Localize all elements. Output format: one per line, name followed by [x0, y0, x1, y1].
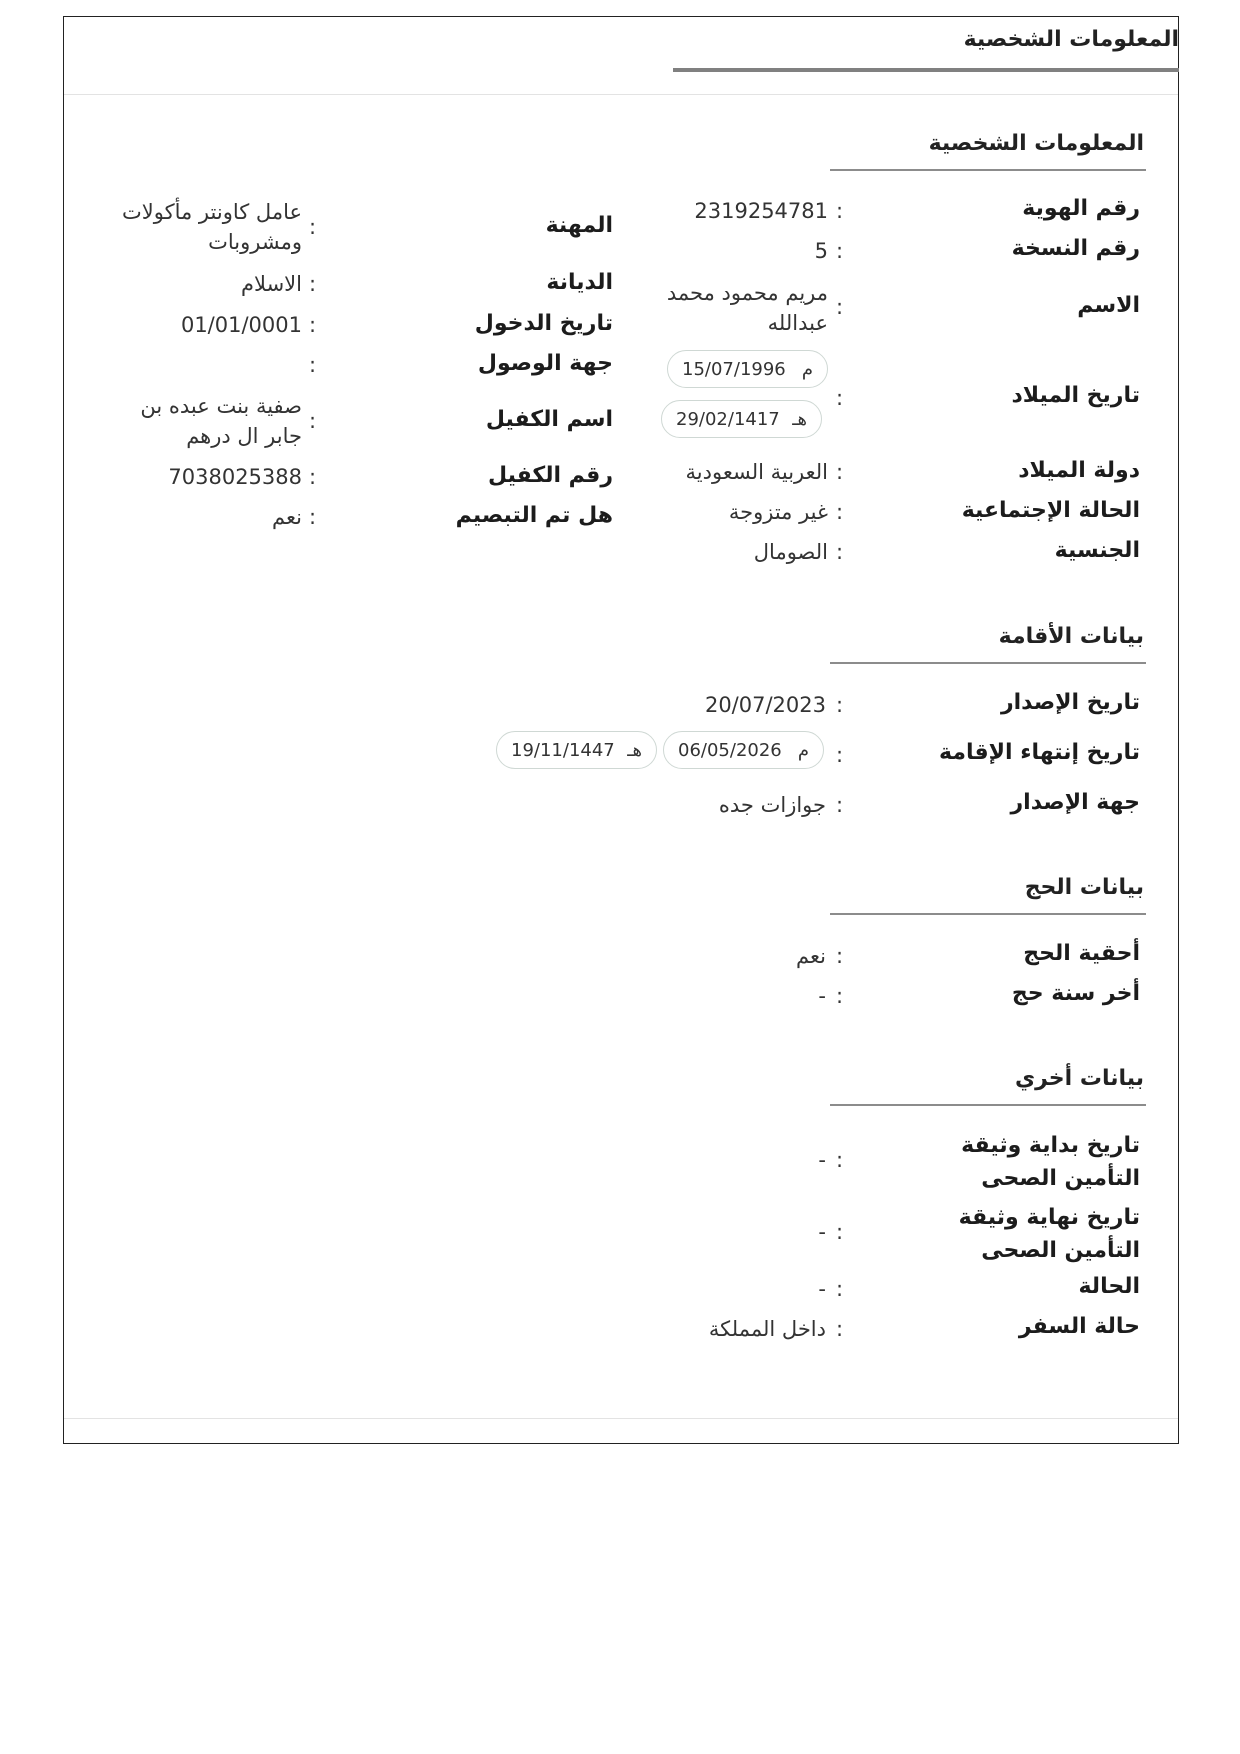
issue-date-label: تاريخ الإصدار	[1000, 690, 1140, 715]
sponsor-number-label: رقم الكفيل	[487, 463, 613, 488]
occupation-value: عامل كاونتر مأكولات ومشروبات	[122, 200, 302, 255]
fingerprint-label: هل تم التبصيم	[455, 503, 613, 528]
section-rule-other	[830, 1104, 1146, 1106]
birthdate-label: تاريخ الميلاد	[1011, 383, 1140, 408]
sponsor-number-colon: :	[309, 465, 317, 489]
section-rule-residency	[830, 662, 1146, 664]
religion-label: الديانة	[546, 270, 613, 295]
marital-label: الحالة الإجتماعية	[961, 498, 1140, 523]
status-value: -	[818, 1277, 826, 1301]
arrival-colon: :	[309, 353, 317, 377]
expiry-hijri: 19/11/1447	[511, 740, 615, 761]
expiry-label: تاريخ إنتهاء الإقامة	[939, 740, 1140, 765]
nationality-colon: :	[836, 540, 844, 564]
id-label: رقم الهوية	[1022, 196, 1140, 221]
last-hajj-label: أخر سنة حج	[1011, 981, 1140, 1006]
expiry-gregorian: 06/05/2026	[678, 740, 782, 761]
sponsor-name-label: اسم الكفيل	[485, 407, 613, 432]
fingerprint-colon: :	[309, 505, 317, 529]
section-title-hajj: بيانات الحج	[1024, 875, 1144, 900]
header-underline	[673, 68, 1179, 72]
occupation-colon: :	[309, 215, 317, 239]
issuer-label: جهة الإصدار	[1010, 790, 1140, 815]
birth-country-colon: :	[836, 460, 844, 484]
name-colon: :	[836, 295, 844, 319]
insurance-start-value: -	[818, 1148, 826, 1172]
copy-value: 5	[814, 239, 828, 263]
sponsor-name-colon: :	[309, 409, 317, 433]
birthdate-hijri-pill	[661, 400, 822, 438]
sponsor-name-value: صفية بنت عبده بن جابر ال درهم	[140, 394, 302, 449]
sponsor-number-value: 7038025388	[168, 465, 302, 489]
section-rule-hajj	[830, 913, 1146, 915]
hajj-eligibility-value: نعم	[796, 944, 826, 968]
entry-date-label: تاريخ الدخول	[474, 311, 613, 336]
birthdate-hijri: 29/02/1417	[676, 409, 780, 430]
birthdate-gregorian-pill	[667, 350, 828, 388]
copy-colon: :	[836, 239, 844, 263]
section-title-other: بيانات أخري	[1014, 1066, 1144, 1091]
footer-divider	[64, 1418, 1178, 1419]
header-title: المعلومات الشخصية	[963, 27, 1179, 52]
copy-label: رقم النسخة	[1011, 236, 1140, 261]
id-value: 2319254781	[694, 199, 828, 223]
birthdate-gregorian-unit: م	[801, 359, 813, 380]
expiry-colon: :	[836, 743, 844, 767]
issue-date-value: 20/07/2023	[704, 693, 826, 717]
issuer-value: جوازات جده	[718, 793, 826, 817]
hajj-eligibility-colon: :	[836, 944, 844, 968]
hajj-eligibility-label: أحقية الحج	[1023, 941, 1140, 966]
last-hajj-value: -	[818, 984, 826, 1008]
name-label: الاسم	[1077, 293, 1140, 318]
birthdate-hijri-unit: هـ	[792, 409, 807, 430]
marital-value: غير متزوجة	[728, 500, 828, 524]
religion-colon: :	[309, 272, 317, 296]
status-colon: :	[836, 1277, 844, 1301]
name-value: مريم محمود محمد عبدالله	[666, 281, 828, 336]
travel-status-label: حالة السفر	[1018, 1314, 1140, 1339]
insurance-start-colon: :	[836, 1148, 844, 1172]
birth-country-value: العربية السعودية	[685, 460, 828, 484]
entry-date-value: 01/01/0001	[180, 313, 302, 337]
insurance-end-value: -	[818, 1220, 826, 1244]
insurance-start-label: تاريخ بداية وثيقة التأمين الصحى	[961, 1133, 1140, 1191]
expiry-hijri-unit: هـ	[627, 740, 642, 761]
status-label: الحالة	[1078, 1274, 1140, 1299]
entry-date-colon: :	[309, 313, 317, 337]
religion-value: الاسلام	[241, 272, 302, 296]
expiry-hijri-pill	[496, 731, 657, 769]
section-title-residency: بيانات الأقامة	[998, 624, 1144, 649]
birthdate-gregorian: 15/07/1996	[682, 359, 786, 380]
insurance-end-colon: :	[836, 1220, 844, 1244]
issue-date-colon: :	[836, 693, 844, 717]
insurance-end-label: تاريخ نهاية وثيقة التأمين الصحى	[958, 1205, 1140, 1263]
last-hajj-colon: :	[836, 984, 844, 1008]
nationality-value: الصومال	[753, 540, 828, 564]
section-rule-personal	[830, 169, 1146, 171]
expiry-gregorian-unit: م	[797, 740, 809, 761]
nationality-label: الجنسية	[1054, 538, 1140, 563]
id-colon: :	[836, 199, 844, 223]
marital-colon: :	[836, 500, 844, 524]
issuer-colon: :	[836, 793, 844, 817]
birth-country-label: دولة الميلاد	[1018, 458, 1140, 483]
header-divider	[64, 94, 1178, 95]
arrival-label: جهة الوصول	[477, 351, 613, 376]
birthdate-colon: :	[836, 386, 844, 410]
travel-status-colon: :	[836, 1317, 844, 1341]
travel-status-value: داخل المملكة	[708, 1317, 826, 1341]
occupation-label: المهنة	[545, 213, 613, 238]
fingerprint-value: نعم	[272, 505, 302, 529]
section-title-personal: المعلومات الشخصية	[928, 131, 1144, 156]
expiry-gregorian-pill	[663, 731, 824, 769]
